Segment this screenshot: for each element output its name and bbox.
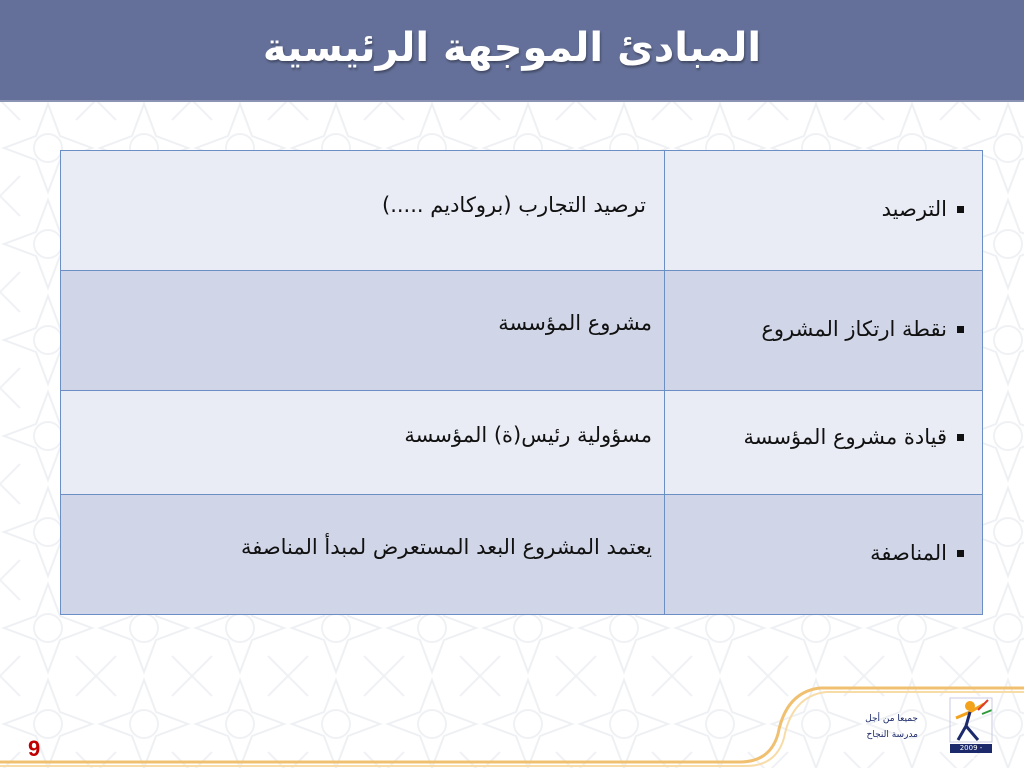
- slide-title: المبادئ الموجهة الرئيسية: [262, 25, 762, 71]
- bullet-icon: [957, 434, 964, 441]
- principle-text: نقطة ارتكاز المشروع: [761, 317, 947, 341]
- table-row: [61, 271, 983, 391]
- bullet-icon: [957, 206, 964, 213]
- description-cell: [61, 271, 665, 391]
- principle-text: قيادة مشروع المؤسسة: [743, 425, 947, 449]
- logo-figure-icon: [948, 696, 994, 744]
- principle-cell: [665, 151, 983, 271]
- principles-table-container: [60, 150, 980, 614]
- description-cell: [61, 391, 665, 495]
- logo-text-line2: مدرسة النجاح: [866, 730, 918, 740]
- description-cell: [61, 495, 665, 615]
- description-cell: [61, 151, 665, 271]
- logo-years: 2009 - 2012: [950, 744, 992, 753]
- title-bar: [0, 0, 1024, 102]
- table-row: [61, 495, 983, 615]
- principle-cell: [665, 495, 983, 615]
- description-text: مشروع المؤسسة: [498, 311, 652, 335]
- principle-text: المناصفة: [870, 541, 947, 565]
- description-text: ترصيد التجارب (بروكاديم .....): [382, 193, 646, 217]
- description-text: يعتمد المشروع البعد المستعرض لمبدأ المناصفة: [240, 535, 652, 559]
- principles-table: [60, 150, 983, 615]
- principle-text: الترصيد: [881, 197, 947, 221]
- description-text: مسؤولية رئيس(ة) المؤسسة: [404, 423, 652, 447]
- bullet-icon: [957, 550, 964, 557]
- principle-cell: [665, 391, 983, 495]
- logo-text-line1: جميعا من أجل: [865, 714, 918, 724]
- bullet-icon: [957, 326, 964, 333]
- principle-cell: [665, 271, 983, 391]
- page-number: 9: [28, 736, 41, 761]
- table-row: [61, 151, 983, 271]
- table-row: [61, 391, 983, 495]
- program-logo: [836, 694, 996, 761]
